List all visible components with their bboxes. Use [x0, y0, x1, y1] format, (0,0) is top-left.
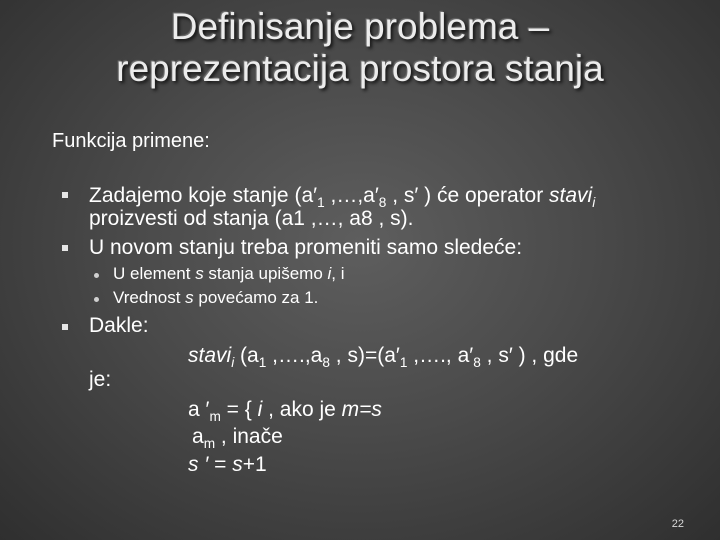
formula-3-s1: m: [203, 436, 216, 452]
formula-2-c: i: [257, 398, 263, 421]
sub-bullet-2-c: povećamo za 1.: [193, 288, 319, 307]
formula-2-d: , ako je: [262, 398, 342, 421]
formula-line-2: [188, 398, 382, 424]
bullet-1-text-b: ,…,a′: [324, 184, 379, 207]
bullet-3-text: Dakle:: [89, 314, 149, 337]
formula-3-a: a: [192, 425, 204, 448]
formula-1-c: ,….,a: [266, 344, 323, 367]
je-label: je:: [89, 368, 112, 391]
formula-1-s0: i: [231, 355, 235, 371]
bullet-1-line-2: proizvesti od stanja (a1 ,…, a8 , s).: [89, 207, 414, 230]
formula-line-1: [188, 344, 578, 370]
subtitle: Funkcija primene:: [52, 130, 210, 152]
bullet-square-icon: [62, 245, 68, 251]
bullet-dot-icon: [94, 273, 99, 278]
bullet-1-sub-2: 8: [378, 195, 387, 211]
sub-bullet-1-a: U element: [113, 264, 196, 283]
formula-4-a: s ′: [188, 453, 209, 476]
sub-bullet-1-e: , i: [331, 264, 345, 283]
formula-2-b: = {: [220, 398, 258, 421]
page-number: 22: [671, 518, 684, 530]
bullet-square-icon: [62, 324, 68, 330]
bullet-1-operator: stavi: [549, 184, 593, 207]
bullet-square-icon: [62, 192, 68, 198]
sub-bullet-2-a: Vrednost: [113, 288, 186, 307]
sub-bullet-1-b: s: [195, 264, 204, 283]
sub-bullet-2: [113, 288, 318, 308]
formula-1-s2: 8: [322, 355, 330, 371]
bullet-1-text-a: Zadajemo koje stanje (a′: [89, 184, 318, 207]
sub-bullet-1-c: stanja upišemo: [203, 264, 328, 283]
sub-bullet-2-b: s: [185, 288, 194, 307]
bullet-1-sub-3: i: [592, 195, 596, 211]
sub-bullet-1-d: i: [327, 264, 332, 283]
bullet-2-text: U novom stanju treba promeniti samo sledeće:: [89, 236, 523, 259]
formula-2-e: m=s: [341, 398, 382, 421]
formula-1-s4: 8: [473, 355, 481, 371]
formula-line-3: [192, 425, 283, 451]
formula-4-d: +1: [242, 453, 267, 476]
formula-1-d: , s)=(a′: [329, 344, 400, 367]
formula-1-b: (a: [234, 344, 259, 367]
formula-4-b: =: [208, 453, 233, 476]
sub-bullet-1: [113, 264, 345, 284]
formula-2-a: a ′: [188, 398, 210, 421]
bullet-dot-icon: [94, 297, 99, 302]
formula-1-s1: 1: [258, 355, 267, 371]
formula-line-4: [188, 453, 267, 477]
formula-1-e: ,…., a′: [407, 344, 474, 367]
formula-4-c: s: [232, 453, 243, 476]
formula-1-s3: 1: [399, 355, 408, 371]
bullet-1-sub-1: 1: [317, 195, 325, 211]
title-line-2: reprezentacija prostora stanja: [116, 48, 604, 89]
bullet-1-text-c: , s′ ) će operator: [386, 184, 550, 207]
formula-2-s1: m: [209, 409, 221, 425]
title-line-1: Definisanje problema –: [170, 6, 550, 47]
formula-1-a: stavi: [188, 344, 232, 367]
formula-3-b: , inače: [215, 425, 283, 448]
slide-title: [0, 6, 720, 90]
formula-1-f: , s′ ) , gde: [480, 344, 579, 367]
